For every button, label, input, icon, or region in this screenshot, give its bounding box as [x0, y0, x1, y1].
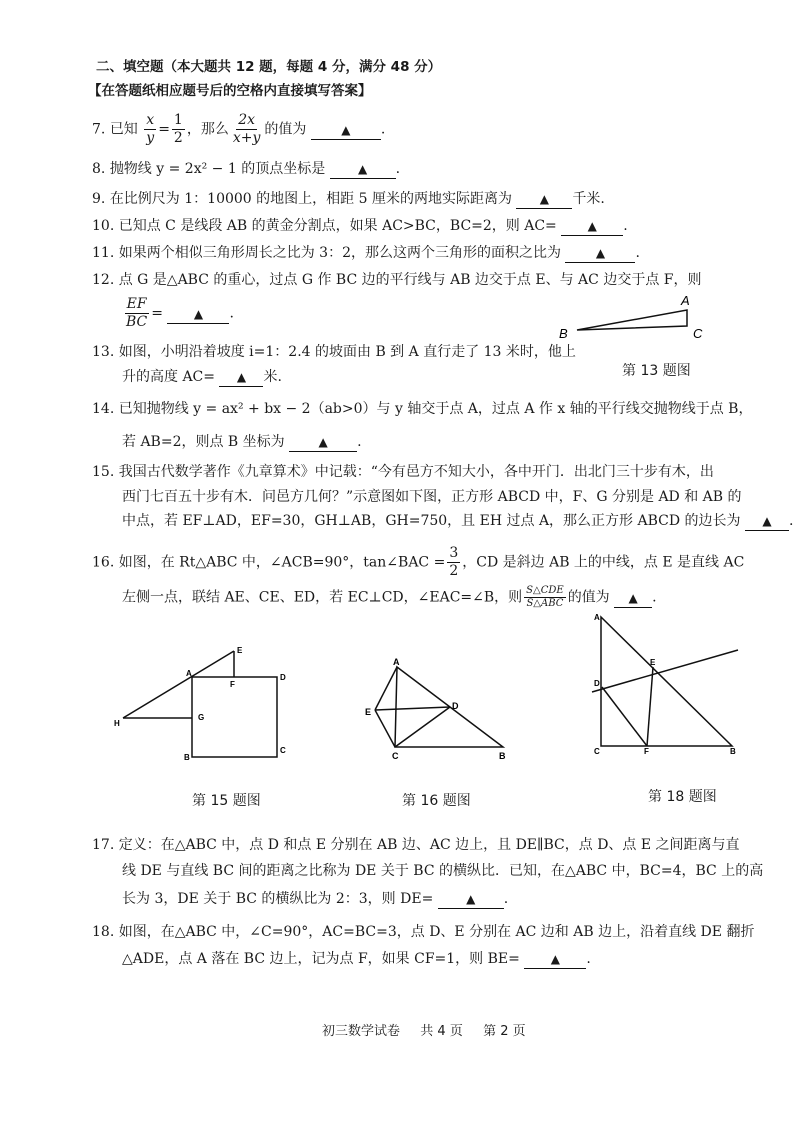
line-DE — [592, 650, 738, 692]
question-text: 定义：在△ABC 中，点 D 和点 E 分别在 AB 边、AC 边上，且 DE∥BC，点 D、点 E 之间距离与直 — [118, 837, 740, 853]
figure-18-fold — [586, 610, 746, 760]
question-text: 已知抛物线 y = ax² + bx − 2（ab>0）与 y 轴交于点 A，过点 A 作 x 轴的平行线交抛物线于点 B， — [118, 401, 753, 417]
figure-16-triangle — [355, 655, 525, 765]
question-text: 我国古代数学著作《九章算术》中记载：“今有邑方不知大小，各中开门．出北门三十步有木，出 — [118, 464, 714, 480]
answer-blank[interactable]: ▲ — [438, 890, 504, 909]
label-F: F — [230, 680, 235, 689]
label-C: C — [594, 747, 600, 756]
answer-blank[interactable]: ▲ — [311, 121, 381, 140]
footer-total-pages: 共 4 页 — [420, 1024, 463, 1039]
answer-blank[interactable]: ▲ — [561, 217, 623, 236]
triangle-ABC — [601, 617, 732, 746]
segment-DF — [602, 687, 647, 746]
segment-EF — [647, 667, 653, 746]
fraction-three-halves: $\frac{3}{2}$ — [449, 545, 459, 579]
label-E: E — [650, 658, 656, 667]
question-text: 如图，小明沿着坡度 i=1：2.4 的坡面由 B 到 A 直行走了 13 米时，他上 — [118, 344, 576, 360]
question-17-line3: 长为 3，DE 关于 BC 的横纵比为 2：3，则 DE= ▲ . — [122, 891, 509, 907]
question-15 — [92, 463, 714, 481]
answer-blank[interactable]: ▲ — [524, 950, 586, 969]
footer-page-number: 第 2 页 — [483, 1024, 526, 1039]
label-F: F — [644, 747, 649, 756]
label-D: D — [280, 673, 286, 682]
question-13-line2: 升的高度 AC= ▲ 米. — [122, 369, 282, 385]
question-number: 10. — [92, 218, 115, 234]
label-A: A — [681, 293, 690, 308]
question-text: 如图，在△ABC 中，∠C=90°，AC=BC=3，点 D、E 分别在 AC 边和 AB 边上，沿着直线 DE 翻折 — [118, 924, 755, 940]
label-G: G — [198, 713, 205, 722]
square-ABCD — [192, 677, 277, 757]
figure-13-slope — [555, 290, 715, 350]
caption-fig16: 第 16 题图 — [402, 793, 471, 809]
answer-blank[interactable]: ▲ — [167, 305, 229, 324]
segment-EA — [375, 667, 397, 710]
answer-blank[interactable]: ▲ — [289, 433, 357, 452]
label-C: C — [693, 326, 703, 341]
answer-blank[interactable]: ▲ — [219, 368, 263, 387]
question-number: 13. — [92, 344, 115, 360]
question-15-line2: 西门七百五十步有木．问邑方几何？”示意图如下图，正方形 ABCD 中，F、G 分别是 AD 和 AB 的 — [122, 489, 742, 505]
segment-EH — [123, 651, 234, 718]
question-9: 9. 在比例尺为 1：10000 的地图上，相距 5 厘米的两地实际距离为 ▲ 千米. — [92, 191, 605, 207]
question-number: 16. — [92, 554, 115, 571]
question-17 — [92, 836, 740, 854]
page-footer — [322, 1020, 526, 1039]
question-16: 16. 如图，在 Rt△ABC 中，∠ACB=90°，tan∠BAC = $\frac{3}{2}$ ，CD 是斜边 AB 上的中线，点 E 是直线 AC — [92, 545, 745, 579]
label-C: C — [392, 751, 399, 761]
question-16-line2: 左侧一点，联结 AE、CE、ED，若 EC⊥CD，∠EAC=∠B，则 $\frac{\text{S△CDE}}{\text{S△ABC}}$ 的值为 ▲ . — [122, 585, 657, 609]
label-A: A — [393, 657, 400, 667]
label-D: D — [594, 679, 600, 688]
question-number: 7. — [92, 121, 106, 138]
question-15-line3: 中点，若 EF⊥AD，EF=30，GH⊥AB，GH=750，且 EH 过点 A，那么正方形 ABCD 的边长为 ▲ . — [122, 513, 794, 529]
label-H: H — [114, 719, 120, 728]
question-text: 在比例尺为 1：10000 的地图上，相距 5 厘米的两地实际距离为 — [109, 191, 512, 207]
answer-blank[interactable]: ▲ — [745, 512, 789, 531]
question-18 — [92, 923, 754, 941]
caption-fig13: 第 13 题图 — [622, 363, 691, 379]
question-number: 18. — [92, 924, 115, 940]
fraction-2x-over-x-plus-y: $\frac{2x}{x+y}$ — [232, 112, 261, 146]
segment-EC — [375, 710, 395, 747]
label-B: B — [499, 751, 506, 761]
slope-triangle — [577, 310, 687, 330]
caption-fig15: 第 15 题图 — [192, 793, 261, 809]
question-13 — [92, 343, 576, 361]
fraction-area-ratio: $\frac{\text{S△CDE}}{\text{S△ABC}}$ — [526, 585, 564, 609]
question-number: 11. — [92, 245, 115, 261]
question-number: 9. — [92, 191, 106, 207]
question-number: 14. — [92, 401, 115, 417]
question-11: 11. 如果两个相似三角形周长之比为 3：2，那么这两个三角形的面积之比为 ▲ . — [92, 245, 640, 261]
question-7: 7. 已知 $\frac{x}{y}$ = $\frac{1}{2}$ ，那么 $\frac{2x}{x+y}$ 的值为 ▲ . — [92, 112, 386, 146]
footer-course: 初三数学试卷 — [322, 1024, 401, 1039]
question-number: 17. — [92, 837, 115, 853]
question-text: 点 G 是△ABC 的重心，过点 G 作 BC 边的平行线与 AB 边交于点 E、与 AC 边交于点 F，则 — [118, 272, 702, 288]
question-text: 抛物线 y = 2x² − 1 的顶点坐标是 — [109, 161, 326, 177]
label-B: B — [559, 326, 568, 341]
label-B: B — [184, 753, 190, 762]
label-A: A — [186, 669, 192, 678]
section-instruction: 【在答题纸相应题号后的空格内直接填写答案】 — [88, 83, 372, 99]
question-number: 12. — [92, 272, 115, 288]
question-14-line2: 若 AB=2，则点 B 坐标为 ▲ . — [122, 434, 362, 450]
question-text: 已知点 C 是线段 AB 的黄金分割点，如果 AC>BC，BC=2，则 AC= — [118, 218, 557, 234]
label-E: E — [365, 707, 372, 717]
fraction-ef-over-bc: $\frac{EF}{BC}$ — [126, 296, 148, 330]
label-A: A — [594, 613, 600, 622]
question-12-answer-line: $\frac{EF}{BC}$ = ▲ . — [126, 296, 234, 330]
question-number: 15. — [92, 464, 115, 480]
label-E: E — [237, 646, 243, 655]
answer-blank[interactable]: ▲ — [565, 244, 635, 263]
caption-fig18: 第 18 题图 — [648, 789, 717, 805]
section-title: 二、填空题（本大题共 12 题，每题 4 分，满分 48 分） — [96, 59, 442, 75]
question-14 — [92, 400, 752, 418]
segment-CD — [395, 707, 450, 747]
question-number: 8. — [92, 161, 106, 177]
fraction-one-half: $\frac{1}{2}$ — [173, 112, 183, 146]
question-18-line2: △ADE，点 A 落在 BC 边上，记为点 F，如果 CF=1，则 BE= ▲ . — [122, 951, 591, 967]
label-D: D — [452, 701, 459, 711]
q7-pre: 已知 — [109, 121, 138, 138]
answer-blank[interactable]: ▲ — [614, 589, 652, 608]
label-B: B — [730, 747, 736, 756]
label-C: C — [280, 746, 286, 755]
question-8: 8. 抛物线 y = 2x² − 1 的顶点坐标是 ▲ . — [92, 161, 401, 177]
question-text: 如果两个相似三角形周长之比为 3：2，那么这两个三角形的面积之比为 — [118, 245, 561, 261]
question-12 — [92, 271, 702, 289]
question-17-line2: 线 DE 与直线 BC 间的距离之比称为 DE 关于 BC 的横纵比．已知，在△ABC 中，BC=4，BC 上的高 — [122, 863, 764, 879]
question-10: 10. 已知点 C 是线段 AB 的黄金分割点，如果 AC>BC，BC=2，则 AC= ▲ . — [92, 218, 628, 234]
segment-ED — [375, 707, 450, 710]
figure-15-square-town — [110, 640, 310, 770]
answer-blank[interactable]: ▲ — [330, 160, 396, 179]
answer-blank[interactable]: ▲ — [516, 190, 572, 209]
fraction-x-over-y: $\frac{x}{y}$ — [146, 112, 155, 146]
